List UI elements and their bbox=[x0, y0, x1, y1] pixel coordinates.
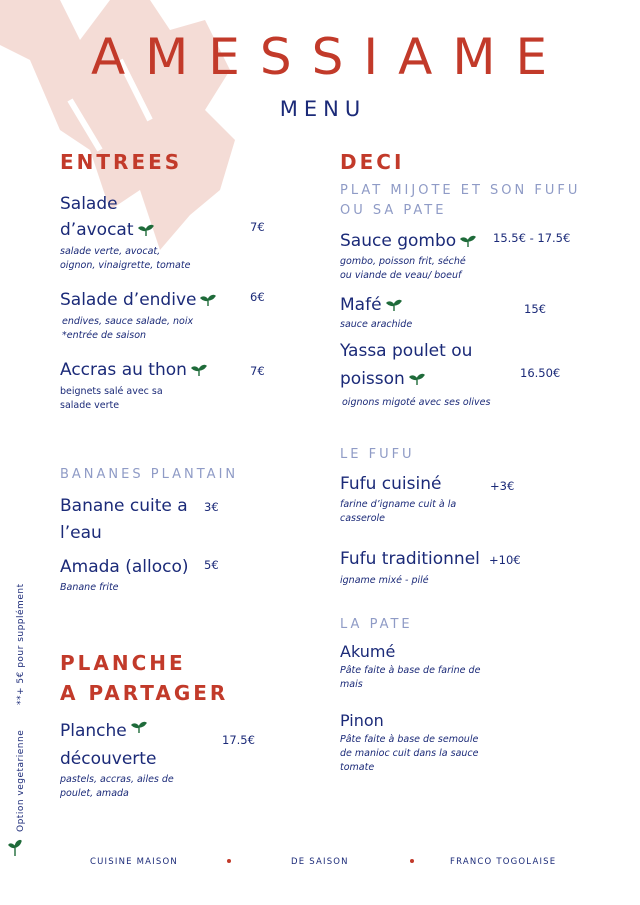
dish-description: oignon, vinaigrette, tomate bbox=[60, 260, 191, 271]
dish-description: farine d’igname cuit à la bbox=[340, 499, 457, 510]
dish-price: +10€ bbox=[489, 553, 521, 567]
dish-name: Accras au thon bbox=[60, 356, 207, 384]
dish-description: pastels, accras, ailes de bbox=[60, 774, 174, 785]
dish-price: 7€ bbox=[250, 364, 265, 378]
dish-name: Sauce gombo bbox=[340, 227, 476, 255]
vegetarian-leaf-icon bbox=[138, 224, 154, 236]
dish-price: 17.5€ bbox=[222, 733, 255, 747]
vegetarian-leaf-icon bbox=[191, 364, 207, 376]
dish-description: beignets salé avec sa bbox=[60, 386, 163, 397]
dish-price: 6€ bbox=[250, 290, 265, 304]
dish-price: 15.5€ - 17.5€ bbox=[493, 231, 571, 245]
dish-description: salade verte, avocat, bbox=[60, 246, 161, 257]
deci-subheading: PLAT MIJOTE ET SON FUFU bbox=[340, 183, 581, 198]
vegetarian-leaf-icon bbox=[409, 373, 425, 385]
dish-name: Amada (alloco) bbox=[60, 557, 189, 577]
dish-name: Planche bbox=[60, 717, 147, 745]
dish-description: gombo, poisson frit, séché bbox=[340, 256, 466, 267]
dish-description: ou viande de veau/ boeuf bbox=[340, 270, 462, 281]
dish-price: 5€ bbox=[204, 558, 219, 572]
dish-name: découverte bbox=[60, 749, 157, 769]
dish-name: d’avocat bbox=[60, 216, 154, 244]
dish-name: Akumé bbox=[340, 642, 396, 661]
dish-description: Banane frite bbox=[60, 582, 119, 593]
footer-franco-togolaise: FRANCO TOGOLAISE bbox=[450, 857, 557, 867]
dish-description: salade verte bbox=[60, 400, 120, 411]
pate-heading: LA PATE bbox=[340, 617, 413, 632]
dish-price: 3€ bbox=[204, 500, 219, 514]
planche-heading: A PARTAGER bbox=[60, 681, 229, 705]
deci-heading: DECI bbox=[340, 150, 405, 174]
dish-description: poulet, amada bbox=[60, 788, 129, 799]
vegetarian-leaf-icon bbox=[8, 838, 22, 856]
vegetarian-note: Option vegetarienne bbox=[16, 729, 26, 832]
bananes-heading: BANANES PLANTAIN bbox=[60, 467, 239, 482]
fufu-heading: LE FUFU bbox=[340, 447, 415, 462]
vegetarian-leaf-icon bbox=[131, 721, 147, 733]
dish-description: oignons migoté avec ses olives bbox=[342, 397, 491, 408]
vegetarian-leaf-icon bbox=[200, 294, 216, 306]
dish-name: Pinon bbox=[340, 711, 384, 730]
dish-name: Banane cuite a bbox=[60, 496, 188, 516]
footer-cuisine-maison: CUISINE MAISON bbox=[90, 857, 178, 867]
dish-price: 15€ bbox=[524, 302, 546, 316]
planche-heading: PLANCHE bbox=[60, 651, 186, 675]
brand-title: AMESSIAME bbox=[90, 28, 568, 86]
dish-name: Salade d’endive bbox=[60, 286, 216, 314]
dish-price: 16.50€ bbox=[520, 366, 561, 380]
footer-separator-dot bbox=[227, 859, 231, 863]
dish-name: poisson bbox=[340, 365, 425, 393]
dish-description: sauce arachide bbox=[340, 319, 413, 330]
dish-description: Pâte faite à base de farine de bbox=[340, 665, 481, 676]
dish-description: de manioc cuit dans la sauce bbox=[340, 748, 479, 759]
footer-de-saison: DE SAISON bbox=[291, 857, 349, 867]
menu-subtitle: MENU bbox=[279, 97, 367, 121]
dish-description: Pâte faite à base de semoule bbox=[340, 734, 479, 745]
vegetarian-leaf-icon bbox=[460, 235, 476, 247]
dish-name: Fufu cuisiné bbox=[340, 474, 442, 494]
dish-name: Yassa poulet ou bbox=[340, 341, 473, 361]
deci-subheading: OU SA PATE bbox=[340, 203, 447, 218]
dish-price: 7€ bbox=[250, 220, 265, 234]
supplement-note: **+ 5€ pour supplément bbox=[16, 583, 26, 705]
vegetarian-leaf-icon bbox=[386, 299, 402, 311]
dish-description: igname mixé - pilé bbox=[340, 575, 429, 586]
dish-description: mais bbox=[340, 679, 363, 690]
dish-name: Mafé bbox=[340, 291, 402, 319]
dish-name: l’eau bbox=[60, 523, 102, 543]
dish-description: *entrée de saison bbox=[62, 330, 147, 341]
footer-separator-dot bbox=[410, 859, 414, 863]
dish-name: Fufu traditionnel bbox=[340, 549, 480, 569]
dish-description: casserole bbox=[340, 513, 385, 524]
dish-price: +3€ bbox=[490, 479, 515, 493]
dish-description: endives, sauce salade, noix bbox=[62, 316, 194, 327]
dish-description: tomate bbox=[340, 762, 375, 773]
dish-name: Salade bbox=[60, 194, 118, 214]
entrees-heading: ENTREES bbox=[60, 150, 183, 174]
